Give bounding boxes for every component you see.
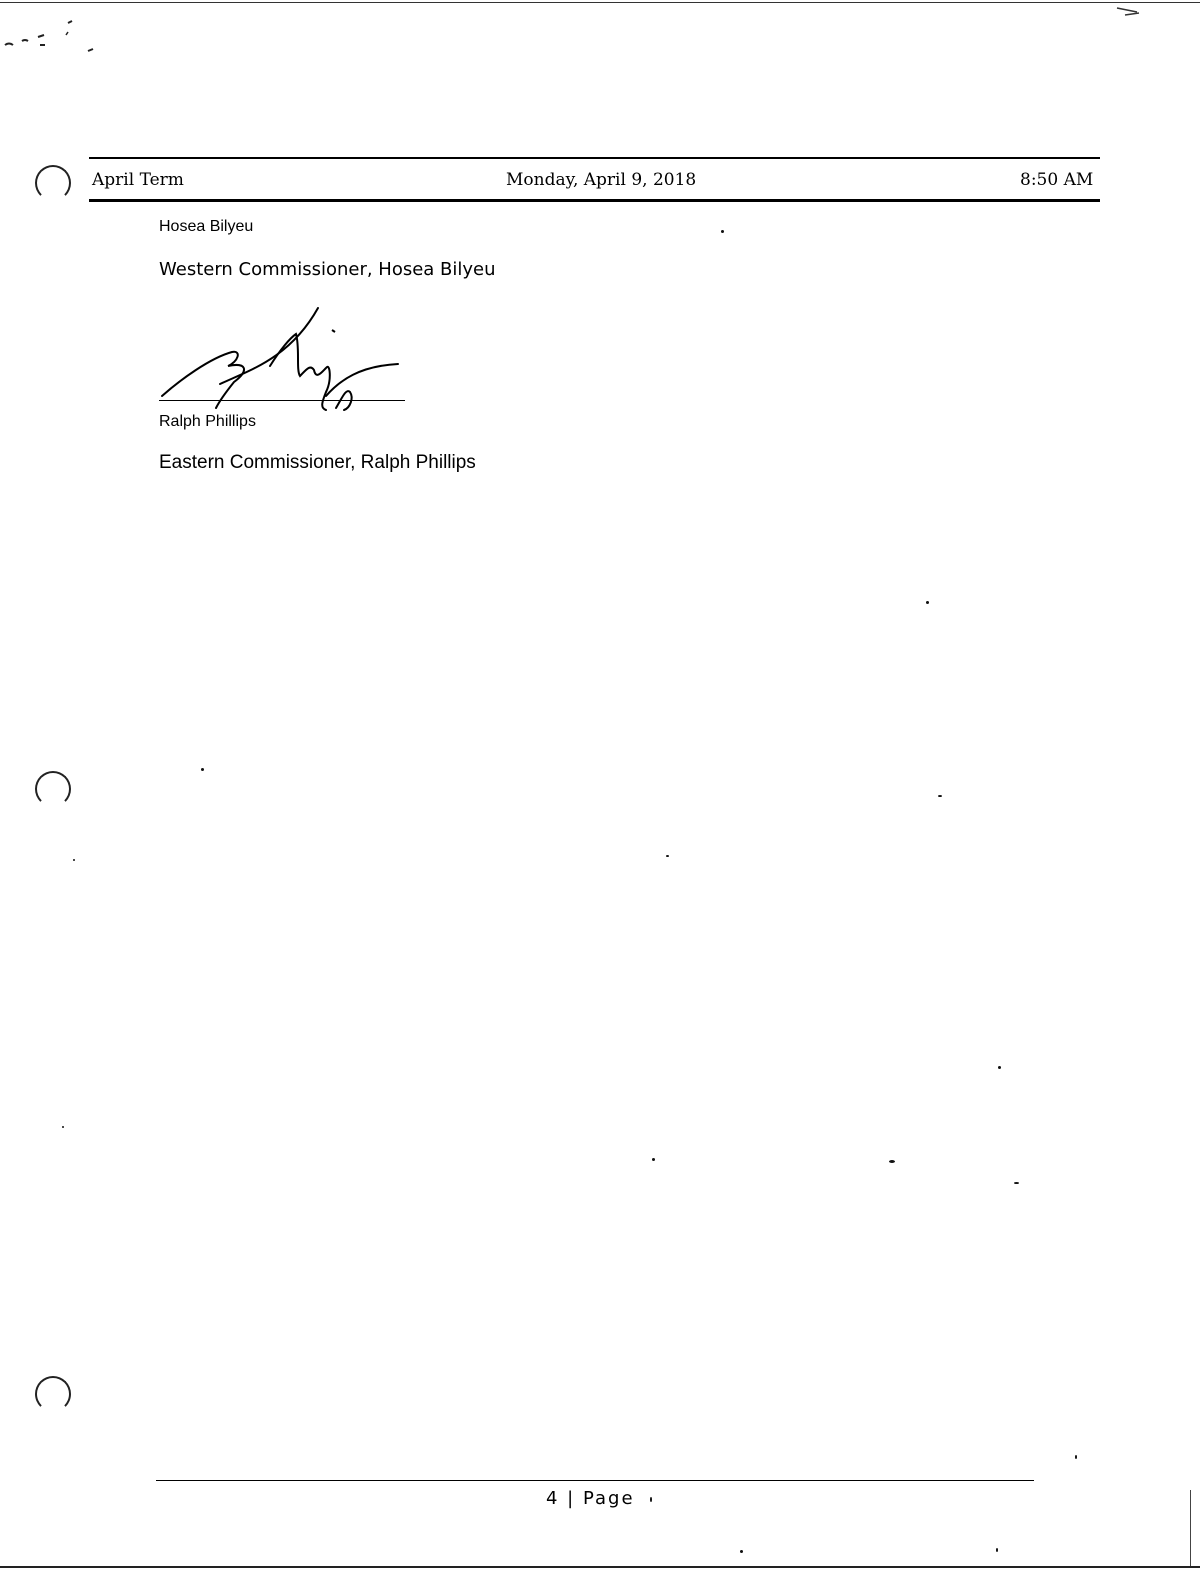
scan-speck — [666, 855, 669, 857]
scan-speck — [926, 601, 929, 604]
scan-speck — [201, 768, 204, 771]
binder-hole-middle — [35, 771, 71, 807]
scan-speck — [996, 1548, 998, 1552]
scan-speck — [73, 859, 75, 861]
scan-speck — [62, 1126, 64, 1128]
scan-speck — [740, 1550, 743, 1553]
scan-right-edge — [1190, 1490, 1191, 1566]
footer-rule — [156, 1480, 1034, 1481]
page-number: 4 | Page — [546, 1488, 635, 1509]
scan-speck — [938, 795, 942, 797]
scan-speck — [998, 1066, 1001, 1069]
scan-speck — [889, 1160, 895, 1163]
signatory-title: Eastern Commissioner, Ralph Phillips — [159, 452, 476, 473]
scan-speck — [721, 230, 724, 233]
scan-speck — [652, 1158, 655, 1161]
scan-speck — [1075, 1455, 1077, 1459]
scan-top-edge — [0, 2, 1200, 3]
header-rule-top — [89, 157, 1100, 159]
scan-bottom-edge — [0, 1566, 1200, 1568]
scan-speck — [650, 1497, 652, 1502]
header-rule-bottom — [89, 199, 1100, 202]
signatory-name: Ralph Phillips — [159, 413, 256, 430]
signature-line — [159, 400, 405, 401]
header-term: April Term — [92, 170, 184, 190]
handwritten-signature — [150, 300, 420, 415]
scan-mark-top-right — [1115, 4, 1155, 20]
header-time: 8:50 AM — [1020, 170, 1094, 190]
scan-marks-top-left — [0, 15, 110, 60]
signatory-name: Hosea Bilyeu — [159, 218, 254, 235]
binder-hole-top — [35, 165, 71, 201]
scan-speck — [1014, 1182, 1019, 1184]
header-date: Monday, April 9, 2018 — [506, 170, 697, 190]
signatory-title: Western Commissioner, Hosea Bilyeu — [159, 259, 496, 280]
binder-hole-bottom — [35, 1376, 71, 1412]
